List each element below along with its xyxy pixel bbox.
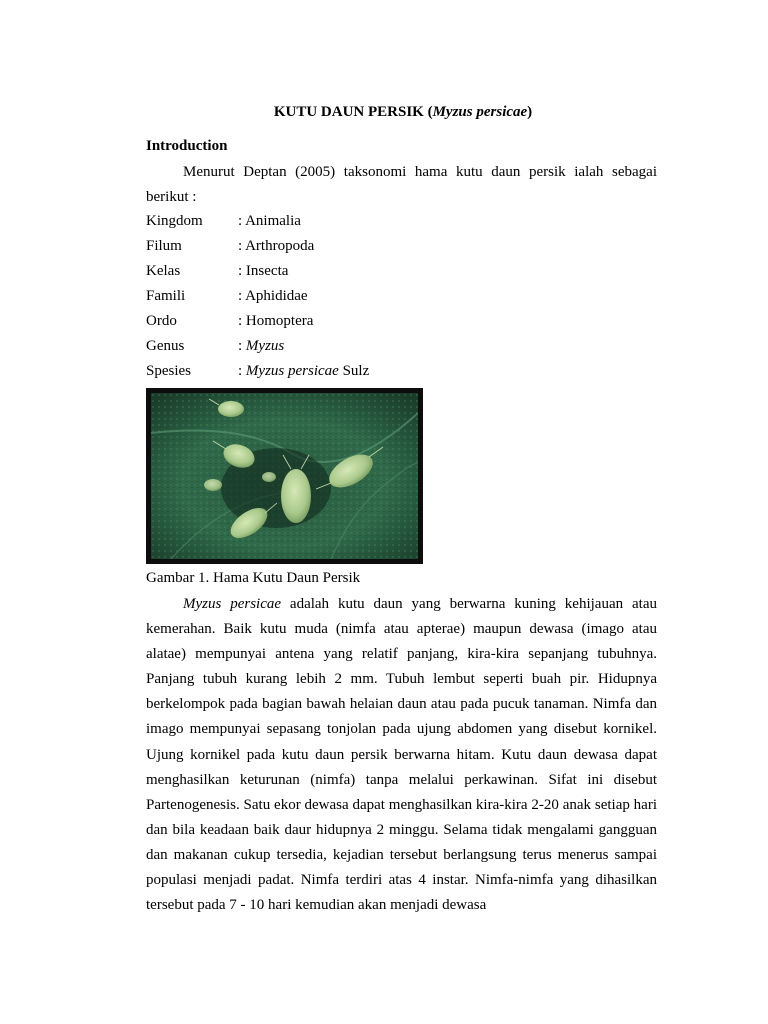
paragraph-text: adalah kutu daun yang berwarna kuning kehijauan atau kemerahan. Baik kutu muda (nimfa atau apterae) maupun dewasa (imago atau alatae) mempunyai antena yang relatif panjang, kira-kira sepanjang tubuhnya. Panjang tubuh kurang lebih 2 mm. Tubuh lembut seperti buah pir. Hidupnya berkelompok pada bagian bawah helaian daun atau pada pucuk tanaman. Nimfa dan imago mempunyai sepasang tonjolan pada ujung abdomen yang disebut kornikel. Ujung kornikel pada kutu daun persik berwarna hitam. Kutu daun dewasa dapat menghasilkan keturunan (nimfa) tanpa melalui perkawinan. Sifat ini disebut Partenogenesis. Satu ekor dewasa dapat menghasilkan kira-kira 2-20 anak setiap hari dan bila keadaan baik daur hidupnya 2 minggu. Selama tidak mengalami gangguan dan makanan cukup tersedia, kejadian tersebut berlangsung terus menerus sampai populasi menjadi padat. Nimfa terdiri atas 4 instar. Nimfa-nimfa yang dihasilkan tersebut pada 7 - 10 hari kemudian akan menjadi dewasa [146,596,657,914]
taxonomy-row [146,284,657,309]
taxonomy-row [146,359,657,384]
body-paragraph [146,592,657,918]
title-main: KUTU DAUN PERSIK ( [273,104,433,120]
taxonomy-row [146,259,657,284]
taxonomy-key: Kingdom [146,213,203,229]
intro-paragraph [146,160,657,210]
taxonomy-value: : Homoptera [238,313,314,329]
taxonomy-key: Genus [146,338,185,354]
intro-text: Menurut Deptan (2005) taksonomi hama kutu daun persik ialah sebagai berikut : [146,164,657,205]
taxonomy-value-suffix: Sulz [338,363,370,379]
taxonomy-value: : Insecta [238,263,289,279]
aphid-photo [146,388,423,564]
aphid [204,479,222,491]
taxonomy-value: : Animalia [238,213,301,229]
taxonomy-value: : Arthropoda [238,238,315,254]
taxonomy-key: Kelas [146,263,181,279]
taxonomy-row [146,309,657,334]
taxonomy-key: Ordo [146,313,177,329]
taxonomy-value-prefix: : [238,338,246,354]
taxonomy-list [146,209,657,384]
taxonomy-value-italic: Myzus persicae [245,363,339,379]
aphid [262,472,276,482]
taxonomy-value-italic: Myzus [245,338,285,354]
taxonomy-row [146,209,657,234]
page-title [0,102,768,122]
aphid-illustration [151,393,418,559]
section-heading: Introduction [146,138,228,154]
title-close: ) [527,104,533,120]
taxonomy-row [146,234,657,259]
taxonomy-row [146,334,657,359]
taxonomy-key: Famili [146,288,186,304]
taxonomy-key: Filum [146,238,182,254]
figure-caption: Gambar 1. Hama Kutu Daun Persik [146,570,361,586]
taxonomy-value: : Aphididae [238,288,308,304]
paragraph [146,592,657,918]
paragraph-species: Myzus persicae [183,596,282,612]
title-species: Myzus persicae [432,104,528,120]
taxonomy-key: Spesies [146,363,191,379]
taxonomy-value-prefix: : [238,363,246,379]
